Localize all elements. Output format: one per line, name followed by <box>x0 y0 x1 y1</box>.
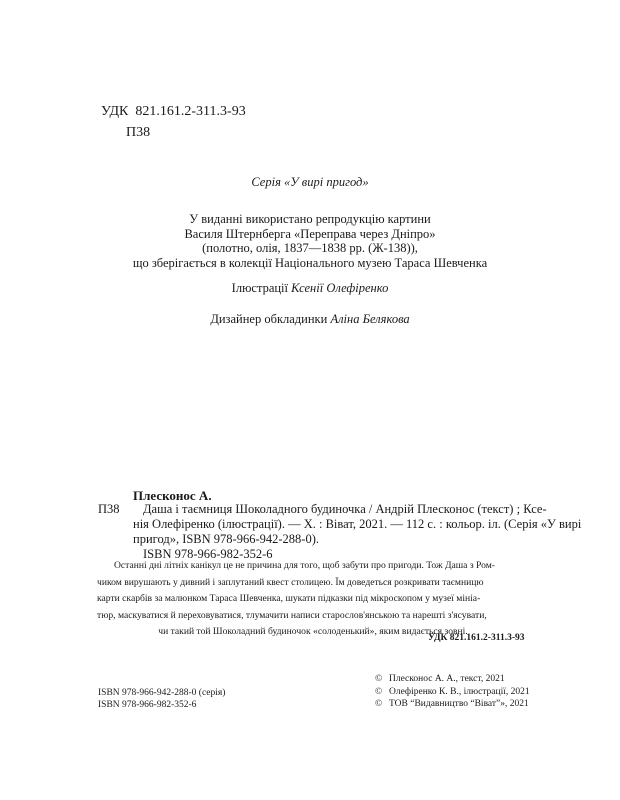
isbn-block <box>98 687 225 711</box>
copyright-symbol: © <box>375 674 383 684</box>
isbn-series: ISBN 978-966-942-288-0 (серія) <box>98 688 226 698</box>
udk-label: УДК <box>101 104 129 119</box>
copyright-symbol: © <box>375 699 383 709</box>
bibliographic-line: нія Олефіренко (ілюстрації). — Х. : Віват, 2021. — 112 с. : кольор. іл. (Серія «У вирі <box>133 517 582 531</box>
annotation-line: тюр, маскуватися й переховуватися, тлумачити написи старослов'янською та нарешті з'ясувати, <box>97 609 487 621</box>
copyright-text: Олефіренко К. В., ілюстрації, 2021 <box>389 686 530 697</box>
isbn-book: ISBN 978-966-982-352-6 <box>98 700 197 710</box>
copyright-text: Плесконос А. А., текст, 2021 <box>389 674 505 684</box>
reproduction-line: (полотно, олія, 1837—1838 рр. (Ж-138)), <box>202 241 418 255</box>
copyright-line <box>375 698 530 711</box>
designer-name: Аліна Белякова <box>330 312 410 326</box>
bibliographic-author: Плесконос А. <box>133 488 212 503</box>
udk-classification <box>101 104 246 120</box>
annotation <box>97 558 529 641</box>
reproduction-line: Василя Штернберга «Переправа через Дніпро» <box>184 226 436 241</box>
bibliographic-code: П38 <box>98 502 120 516</box>
illustrator-name: Ксенії Олефіренко <box>291 281 389 295</box>
copyright-text: ТОВ “Видавництво “Віват”», 2021 <box>389 699 529 709</box>
designer-label: Дизайнер обкладинки <box>210 312 328 326</box>
illustrations-label: Ілюстрації <box>231 281 289 295</box>
bibliographic-description <box>133 502 582 562</box>
annotation-line: чиком вирушають у дивний і заплутаний квест столицею. Їм доведеться розкривати таємницю <box>97 576 484 588</box>
bibliographic-line: Даша і таємниця Шоколадного будиночка / Андрій Плесконос (текст) ; Ксе- <box>143 502 547 516</box>
copyright-symbol: © <box>375 686 383 697</box>
copyright-block <box>375 673 530 711</box>
bibliographic-line: пригод», ISBN 978-966-942-288-0). <box>133 532 319 546</box>
series-title: Серія «У вирі пригод» <box>251 175 369 189</box>
author-code: П38 <box>126 125 151 140</box>
illustrations-credit <box>0 281 620 296</box>
copyright-line <box>375 686 530 699</box>
udk-value: 821.161.2-311.3-93 <box>135 104 246 119</box>
annotation-line: Останні дні літніх канікул це не причина для того, щоб забути про пригоди. Тож Даша з Ром- <box>114 560 495 571</box>
annotation-line: чи такий той Шоколадний будиночок «солоденький», яким видається зовні. <box>158 626 468 637</box>
reproduction-notice <box>0 212 620 270</box>
copyright-line <box>375 673 530 686</box>
reproduction-line: що зберігається в колекції Національного музею Тараса Шевченка <box>132 255 488 270</box>
udk-bottom: УДК 821.161.2-311.3-93 <box>428 633 525 643</box>
reproduction-line: У виданні використано репродукцію картини <box>189 212 431 226</box>
bibliographic-isbn: ISBN 978-966-982-352-6 <box>143 547 273 561</box>
annotation-line: карти скарбів за малюнком Тараса Шевченка, шукати підказки під мікроскопом у музеї мініа- <box>97 593 481 604</box>
designer-credit <box>0 312 620 327</box>
